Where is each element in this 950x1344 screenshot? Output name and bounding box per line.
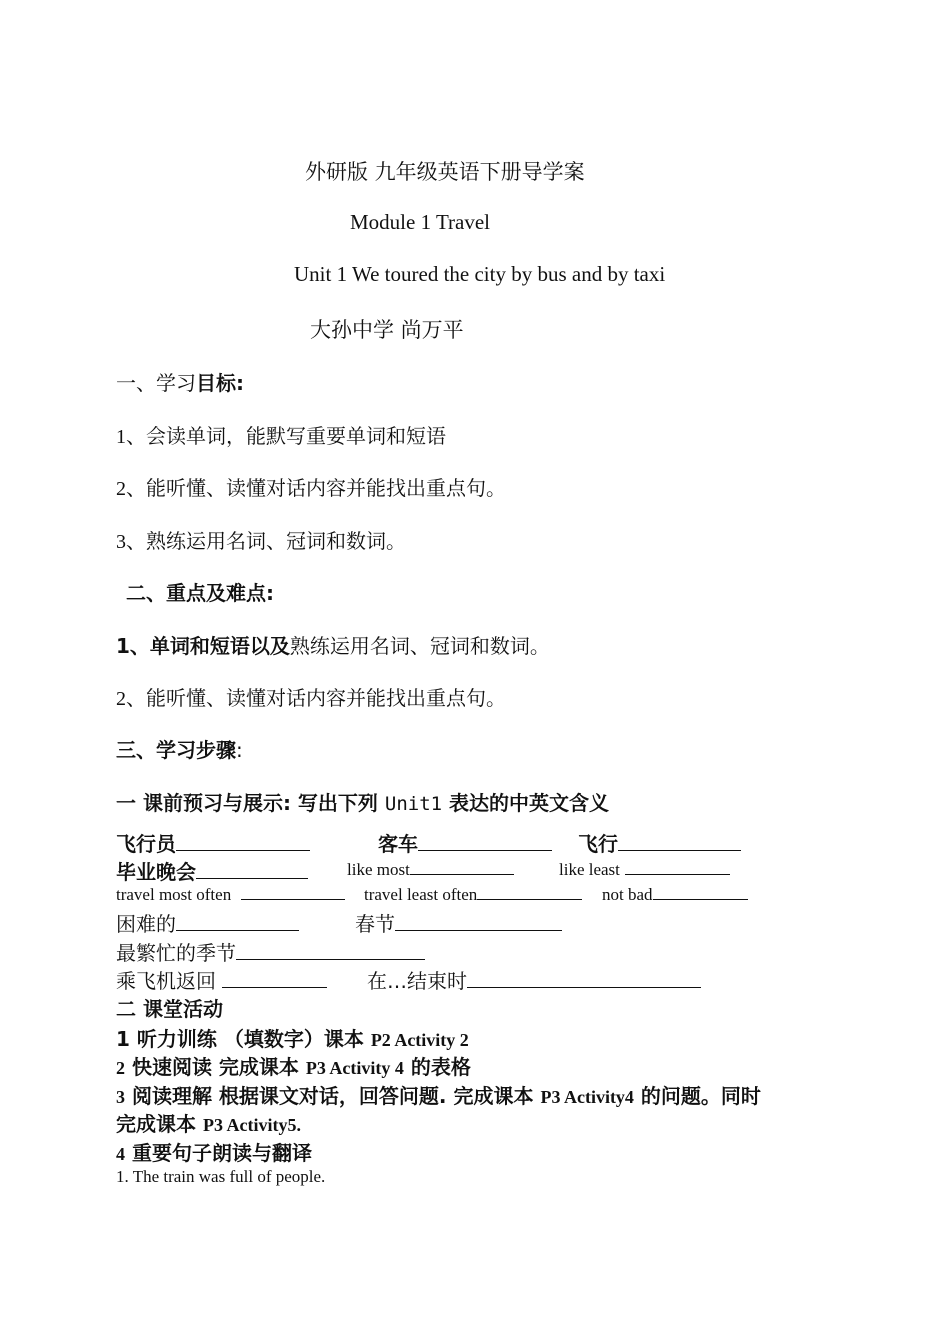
vocab-graduation-label: 毕业晚会 [116,860,196,884]
keypoints-heading: 二、重点及难点: [126,581,274,605]
activity-3-continued [116,1108,301,1137]
vocab-difficult-label: 困难的 [116,912,176,936]
preview-heading-code: Unit1 [384,793,443,815]
keypoint-item-2-num: 2 [116,688,126,710]
steps-heading-text: 三、学习步骤 [116,738,236,762]
vocab-graduation-party [116,856,308,885]
vocab-like-least-label: like least [559,860,620,879]
activity-4 [116,1137,312,1166]
answer-blank[interactable] [236,941,425,960]
keypoint-item-1-bold: 1、单词和短语以及 [116,634,290,658]
activity-4-text: 重要句子朗读与翻译 [125,1141,312,1165]
answer-blank[interactable] [241,885,345,900]
keypoint-item-2-text: 、能听懂、读懂对话内容并能找出重点句。 [126,686,506,710]
activity-3-tail: 的问题。同时 [633,1084,761,1108]
activity-1-ref: P2 Activity 2 [370,1030,469,1050]
sentence-1: 1. The train was full of people. [116,1167,326,1186]
classroom-heading: 二 课堂活动 [116,997,223,1021]
vocab-not-bad-label: not bad [602,885,653,904]
goals-heading-bold: 目标: [196,371,244,395]
answer-blank[interactable] [653,885,748,900]
activity-3-num: 3 [116,1087,125,1107]
answer-blank[interactable] [196,860,308,879]
activity-3b-ref: P3 Activity5. [202,1115,301,1135]
goal-item-2-text: 、能听懂、读懂对话内容并能找出重点句。 [126,476,506,500]
goal-item-1 [116,420,446,449]
answer-blank[interactable] [477,885,582,900]
answer-blank[interactable] [176,832,310,851]
activity-3-text: 阅读理解 根据课文对话，回答问题. 完成课本 [125,1084,541,1108]
vocab-travel-least [364,885,582,905]
preview-heading-a: 一 课前预习与展示: 写出下列 [116,791,385,815]
activity-2-tail: 的表格 [403,1055,471,1079]
goal-item-3 [116,525,406,554]
preview-heading [116,787,609,816]
module-title: Module 1 Travel [350,210,491,234]
vocab-busiest-season-label: 最繁忙的季节 [116,941,236,965]
goal-item-3-text: 、熟练运用名词、冠词和数词。 [126,529,406,553]
vocab-travel-least-label: travel least often [364,885,478,904]
steps-heading [116,734,243,763]
goal-item-2-num: 2 [116,478,126,500]
vocab-flight-label: 飞行 [578,832,618,856]
activity-1-text: 1 听力训练 （填数字）课本 [116,1027,371,1051]
vocab-like-most [347,860,514,880]
vocab-at-end [367,965,701,994]
answer-blank[interactable] [176,912,299,931]
vocab-travel-most [116,885,345,905]
goal-item-1-text: 、会读单词，能默写重要单词和短语 [126,424,446,448]
document-title: 外研版 九年级英语下册导学案 [305,160,585,184]
goal-item-2 [116,472,506,501]
answer-blank[interactable] [410,860,514,875]
activity-2-num: 2 [116,1058,125,1078]
vocab-like-least [559,860,730,880]
answer-blank[interactable] [395,912,562,931]
author-line: 大孙中学 尚万平 [310,318,464,342]
vocab-pilot [116,828,310,857]
activity-2-ref: P3 Activity 4 [305,1058,404,1078]
activity-2 [116,1051,471,1080]
answer-blank[interactable] [467,969,701,988]
vocab-fly-back-label: 乘飞机返回 [116,969,216,993]
vocab-flight [578,828,741,857]
unit-title: Unit 1 We toured the city by bus and by taxi [294,262,666,286]
goal-item-1-num: 1 [116,426,126,448]
vocab-not-bad [602,885,748,905]
steps-heading-colon: : [236,738,243,762]
vocab-busiest-season [116,937,425,966]
vocab-at-end-label: 在…结束时 [367,969,467,993]
activity-2-text: 快速阅读 完成课本 [125,1055,306,1079]
goals-heading-text: 一、学习 [116,371,196,395]
activity-3b-text: 完成课本 [116,1112,203,1136]
answer-blank[interactable] [618,832,741,851]
vocab-difficult [116,908,299,937]
vocab-spring-festival-label: 春节 [355,912,395,936]
answer-blank[interactable] [418,832,552,851]
vocab-coach [378,828,552,857]
activity-3-ref: P3 Activity4 [540,1087,634,1107]
vocab-pilot-label: 飞行员 [116,832,176,856]
vocab-spring-festival [355,908,562,937]
vocab-fly-back [116,965,327,994]
keypoint-item-1-text: 熟练运用名词、冠词和数词。 [289,634,550,658]
vocab-like-most-label: like most [347,860,410,879]
keypoint-item-2 [116,682,506,711]
preview-heading-b: 表达的中英文含义 [442,791,610,815]
vocab-coach-label: 客车 [378,832,418,856]
activity-1 [116,1023,469,1052]
goal-item-3-num: 3 [116,531,126,553]
answer-blank[interactable] [222,969,327,988]
activity-3 [116,1080,761,1109]
keypoint-item-1 [116,630,550,659]
activity-4-num: 4 [116,1144,125,1164]
vocab-travel-most-label: travel most often [116,885,232,904]
goals-heading [116,367,244,396]
answer-blank[interactable] [625,860,730,875]
